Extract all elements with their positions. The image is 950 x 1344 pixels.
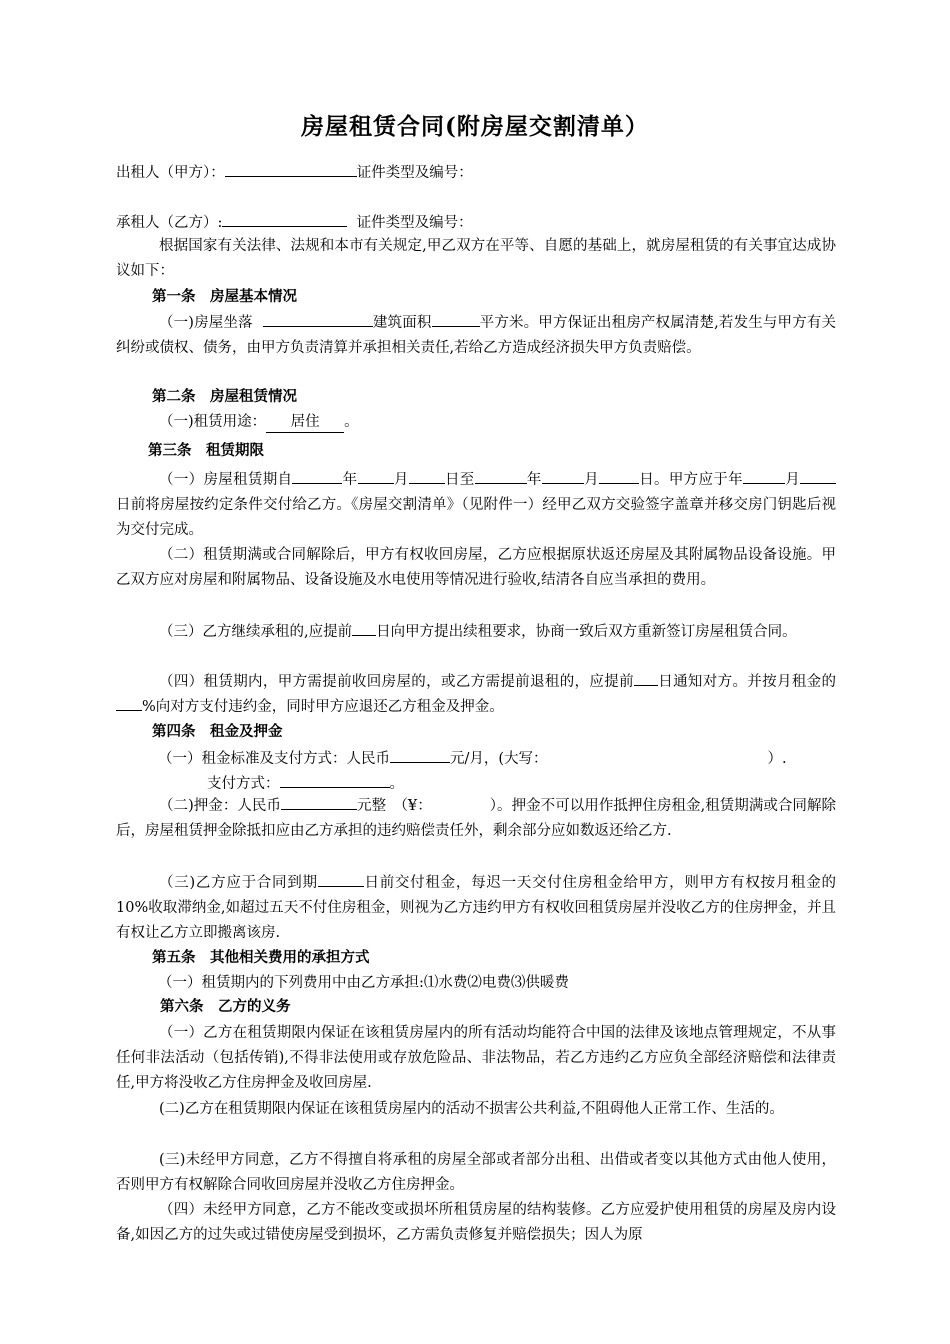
article-6-paragraph-3: (三)未经甲方同意，乙方不得擅自将承租的房屋全部或者部分出租、出借或者变以其他方式由他人使用，否则甲方有权解除合同收回房屋并没收乙方住房押金。 [116,1152,836,1193]
article-6-paragraph-4: （四）未经甲方同意，乙方不能改变或损坏所租赁房屋的结构装修。乙方应爱护使用租赁的房屋及房内设备,如因乙方的过失或过错使房屋受到损坏，乙方需负责修复并赔偿损失；因人为原 [116,1202,836,1243]
lessee-label: 承租人（乙方）: [116,215,223,231]
document-title: 房屋租赁合同(附房屋交割清单） [301,113,649,140]
lessee-name-blank[interactable] [222,211,347,227]
article-3-heading: 第三条 租赁期限 [148,442,264,459]
article-4-heading: 第四条 租金及押金 [152,723,283,740]
renewal-days-blank[interactable] [352,620,376,636]
handover-day-blank[interactable] [800,468,836,484]
article-3-paragraph-1: （一）房屋租赁期自 年 月 日至 年 月 日。甲方应于年 月日前将房屋按约定条件交付给乙方。《房屋交割清单》（见附件一）经甲乙双方交验签字盖章并移交房门钥匙后视为交付完成。 [116,468,836,543]
article-1-paragraph: （一)房屋坐落 建筑面积 平方米。甲方保证出租房产权属清楚,若发生与甲方有关纠纷或债权、债务，由甲方负责清算并承担相关责任,若给乙方造成经济损失甲方负责赔偿。 [116,311,836,361]
article-2-paragraph: （一)租赁用途： 居住 。 [159,412,359,433]
lessor-line [116,161,473,183]
article-4-paragraph-2: （二)押金：人民币 元整 （¥： ）。押金不可以用作抵押住房租金,租赁期满或合同解除后，房屋租赁押金除抵扣应由乙方承担的违约赔偿责任外，剩余部分应如数返还给乙方. [116,794,836,844]
handover-year-month-blank[interactable] [743,468,785,484]
article-1-heading: 第一条 房屋基本情况 [152,288,297,305]
article-3-paragraph-2: （二）租赁期满或合同解除后，甲方有权收回房屋，乙方应根据原状返还房屋及其附属物品设备设施。甲乙双方应对房屋和附属物品、设备设施及水电使用等情况进行验收,结清各自应当承担的费用。 [116,547,836,588]
monthly-rent-blank[interactable] [390,747,450,763]
article-3-paragraph-4: （四）租赁期内，甲方需提前收回房屋的，或乙方需提前退租的，应提前 日通知对方。并按月租金的%向对方支付违约金，同时甲方应退还乙方租金及押金。 [116,670,836,720]
lessee-id-label: 证件类型及编号： [356,215,473,231]
penalty-percent-blank[interactable] [116,695,142,711]
usage-value[interactable]: 居住 [266,412,344,433]
article-2-heading: 第二条 房屋租赁情况 [152,388,297,405]
article-5-heading: 第五条 其他相关费用的承担方式 [152,949,370,966]
article-5-paragraph-1: （一）租赁期内的下列费用中由乙方承担:⑴水费⑵电费⑶供暖费 [158,975,569,991]
notice-days-blank[interactable] [634,670,658,686]
lessor-id-label: 证件类型及编号： [356,165,473,181]
lessee-line [116,211,473,233]
article-4-paragraph-3: （三)乙方应于合同到期 日前交付租金，每迟一天交付住房租金给甲方，则甲方有权按月租金的10%收取滞纳金,如超过五天不付住房租金，则视为乙方违约甲方有权收回租赁房屋并没收乙方的住房押金，并且有权让乙方立即搬离该房. [116,871,836,946]
end-month-blank[interactable] [542,468,584,484]
payment-method-blank[interactable] [280,772,390,788]
article-6-paragraph-1: （一）乙方在租赁期限内保证在该租赁房屋内的所有活动均能符合中国的法律及该地点管理规定，不从事任何非法活动（包括传销),不得非法使用或存放危险品、非法物品，若乙方违约乙方应负全部经济赔偿和法律责任,甲方将没收乙方住房押金及收回房屋. [116,1025,836,1091]
start-day-blank[interactable] [409,468,445,484]
article-4-paragraph-1: （一）租金标准及支付方式：人民币 元/月，(大写： ）. [158,747,787,769]
article-3-paragraph-3: （三）乙方继续承租的,应提前 日向甲方提出续租要求，协商一致后双方重新签订房屋租赁合同。 [116,620,836,645]
lessor-label: 出租人（甲方）： [116,165,225,181]
end-day-blank[interactable] [599,468,639,484]
article-6-paragraph-2: (二)乙方在租赁期限内保证在该租赁房屋内的活动不损害公共利益,不阻碍他人正常工作、生活的。 [159,1101,784,1117]
rent-due-days-blank[interactable] [318,871,364,887]
deposit-amount-blank[interactable] [281,794,357,810]
article-6-heading: 第六条 乙方的义务 [160,998,291,1015]
end-year-blank[interactable] [475,468,527,484]
lessor-name-blank[interactable] [225,161,357,177]
start-year-blank[interactable] [292,468,342,484]
area-blank[interactable] [432,311,480,327]
location-blank[interactable] [263,311,373,327]
payment-method-line: 支付方式： 。 [207,772,404,794]
intro-paragraph: 根据国家有关法律、法规和本市有关规定,甲乙双方在平等、自愿的基础上，就房屋租赁的有关事宜达成协议如下： [116,238,836,279]
start-month-blank[interactable] [358,468,394,484]
